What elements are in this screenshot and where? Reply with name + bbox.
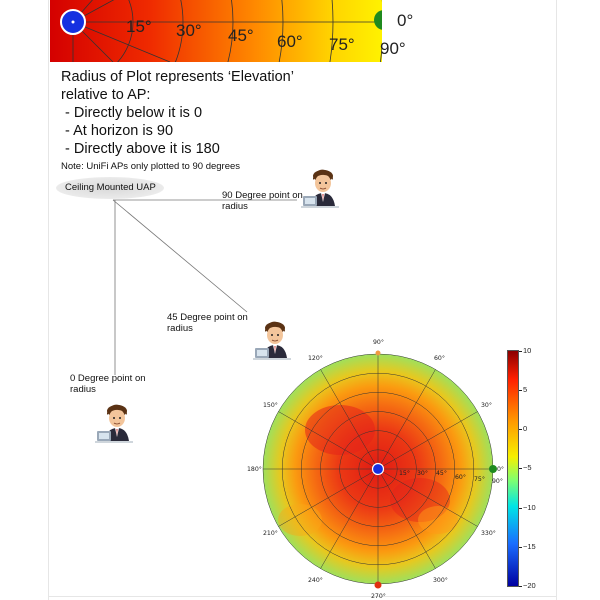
radial-label-90: 90° xyxy=(492,478,503,485)
angle-label-180: 180° xyxy=(247,466,262,473)
colorbar-tick-minus20: −20 xyxy=(523,581,536,590)
label-45-degree-line1: 45 Degree point on xyxy=(167,312,248,323)
banner-label-60: 60° xyxy=(277,32,303,51)
ceiling-ap-label: Ceiling Mounted UAP xyxy=(65,182,156,193)
angle-label-330: 330° xyxy=(481,530,496,537)
description-line-2: relative to AP: xyxy=(61,87,151,103)
polar-center-marker xyxy=(373,464,384,475)
angle-label-240: 240° xyxy=(308,577,323,584)
colorbar-tick-10: 10 xyxy=(523,346,532,355)
description-bullet-above: - Directly above it is 180 xyxy=(61,141,220,157)
radial-label-75: 75° xyxy=(474,476,485,483)
label-45-degree xyxy=(167,312,248,334)
description-bullet-horizon: - At horizon is 90 xyxy=(61,123,174,139)
person-0-degree xyxy=(95,405,133,443)
radial-label-15: 15° xyxy=(399,470,410,477)
label-0-degree-line1: 0 Degree point on xyxy=(70,373,146,384)
radial-label-60: 60° xyxy=(455,474,466,481)
polar-top-marker xyxy=(376,351,381,356)
unifi-note: Note: UniFi APs only plotted to 90 degrees xyxy=(61,161,241,172)
colorbar-tick-0: 0 xyxy=(523,424,528,433)
colorbar-tickmark xyxy=(519,547,522,548)
angle-label-300: 300° xyxy=(433,577,448,584)
label-90-degree xyxy=(222,190,303,212)
person-90-degree xyxy=(301,170,339,208)
label-0-degree-line2: radius xyxy=(70,384,96,395)
angle-label-120: 120° xyxy=(308,355,323,362)
colorbar-tick-5: 5 xyxy=(523,385,528,394)
banner-label-0: 0° xyxy=(397,11,414,30)
angle-label-30: 30° xyxy=(481,402,492,409)
colorbar-tickmark xyxy=(519,429,522,430)
polar-horizon-marker xyxy=(489,465,497,473)
banner-label-30: 30° xyxy=(176,21,202,40)
angle-label-210: 210° xyxy=(263,530,278,537)
label-90-degree-line2: radius xyxy=(222,201,248,212)
angle-label-60: 60° xyxy=(434,355,445,362)
banner-label-75: 75° xyxy=(329,35,355,54)
colorbar-tickmark xyxy=(519,351,522,352)
person-45-degree xyxy=(253,322,291,360)
banner-label-90: 90° xyxy=(380,39,406,58)
angle-label-150: 150° xyxy=(263,402,278,409)
banner-label-15: 15° xyxy=(126,17,152,36)
angle-label-90: 90° xyxy=(373,339,384,346)
colorbar-tickmark xyxy=(519,586,522,587)
polar-heatmap xyxy=(263,351,497,589)
angle-label-0: 0° xyxy=(497,466,505,473)
label-90-degree-line1: 90 Degree point on xyxy=(222,190,303,201)
colorbar xyxy=(507,350,519,587)
label-0-degree xyxy=(70,373,146,395)
label-45-degree-line2: radius xyxy=(167,323,193,334)
colorbar-tick-minus15: −15 xyxy=(523,542,536,551)
colorbar-tickmark xyxy=(519,508,522,509)
colorbar-tick-minus10: −10 xyxy=(523,503,536,512)
radial-label-30: 30° xyxy=(417,470,428,477)
colorbar-tick-minus5: −5 xyxy=(523,463,532,472)
angle-label-270: 270° xyxy=(371,593,386,600)
banner-label-45: 45° xyxy=(228,26,254,45)
colorbar-tickmark xyxy=(519,468,522,469)
polar-bottom-marker xyxy=(375,582,382,589)
radial-label-45: 45° xyxy=(436,470,447,477)
colorbar-tickmark xyxy=(519,390,522,391)
description-line-1: Radius of Plot represents ‘Elevation’ xyxy=(61,69,294,85)
description-bullet-below: - Directly below it is 0 xyxy=(61,105,203,121)
